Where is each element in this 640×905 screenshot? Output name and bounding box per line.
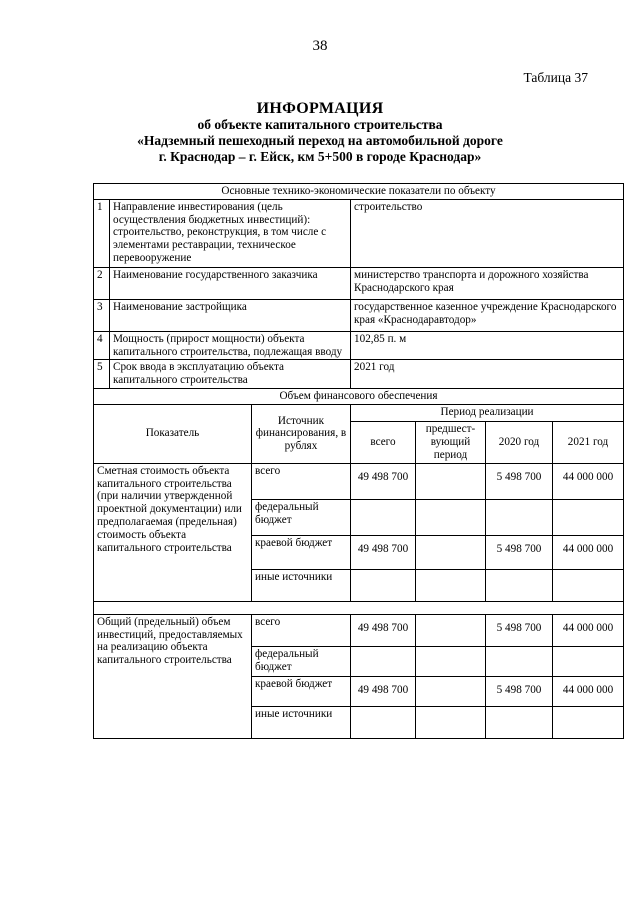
row-number: 2 bbox=[94, 267, 110, 299]
indicator-value: 102,85 п. м bbox=[351, 331, 624, 360]
source-cell: краевой бюджет bbox=[252, 535, 351, 569]
indicator-value: строительство bbox=[351, 199, 624, 267]
header-total: всего bbox=[351, 421, 416, 463]
y2020-cell: 5 498 700 bbox=[486, 535, 553, 569]
y2021-cell: 44 000 000 bbox=[553, 535, 624, 569]
prev-cell bbox=[416, 646, 486, 676]
object-info-table bbox=[93, 183, 624, 739]
y2020-cell: 5 498 700 bbox=[486, 463, 553, 499]
indicator-value: 2021 год bbox=[351, 360, 624, 389]
y2021-cell: 44 000 000 bbox=[553, 614, 624, 646]
y2021-cell bbox=[553, 499, 624, 535]
y2021-cell bbox=[553, 646, 624, 676]
y2021-cell bbox=[553, 706, 624, 738]
header-period: Период реализации bbox=[351, 404, 624, 421]
prev-cell bbox=[416, 499, 486, 535]
prev-cell bbox=[416, 706, 486, 738]
total-cell bbox=[351, 706, 416, 738]
indicator-row bbox=[94, 199, 624, 267]
page-number: 38 bbox=[312, 38, 328, 54]
header-source: Источник финансирования, в рублях bbox=[252, 404, 351, 463]
heading-line-1: об объекте капитального строительства bbox=[197, 117, 443, 132]
row-number: 3 bbox=[94, 299, 110, 331]
indicator-label: Мощность (прирост мощности) объекта капитального строительства, подлежащая вводу bbox=[110, 331, 351, 360]
y2020-cell bbox=[486, 569, 553, 601]
total-cell bbox=[351, 569, 416, 601]
indicator-row bbox=[94, 360, 624, 389]
prev-cell bbox=[416, 614, 486, 646]
source-cell: иные источники bbox=[252, 569, 351, 601]
heading-line-2: «Надземный пешеходный переход на автомобильной дороге bbox=[137, 133, 503, 148]
document-heading bbox=[0, 101, 640, 165]
y2020-cell: 5 498 700 bbox=[486, 676, 553, 706]
header-indicator: Показатель bbox=[94, 404, 252, 463]
section-header-row bbox=[94, 184, 624, 200]
source-cell: всего bbox=[252, 614, 351, 646]
indicator-row bbox=[94, 267, 624, 299]
source-cell: федеральный бюджет bbox=[252, 499, 351, 535]
y2021-cell: 44 000 000 bbox=[553, 463, 624, 499]
total-cell bbox=[351, 646, 416, 676]
indicator-row bbox=[94, 331, 624, 360]
total-cell: 49 498 700 bbox=[351, 676, 416, 706]
header-2020: 2020 год bbox=[486, 421, 553, 463]
fin-header-row bbox=[94, 404, 624, 421]
source-cell: федеральный бюджет bbox=[252, 646, 351, 676]
prev-cell bbox=[416, 463, 486, 499]
indicator-value: министерство транспорта и дорожного хозяйства Краснодарского края bbox=[351, 267, 624, 299]
group-label: Сметная стоимость объекта капитального строительства (при наличии утвержденной проектной документации) или предполагаемая (предельная) стоимость объекта капитального строительства bbox=[94, 463, 252, 601]
indicator-label: Наименование застройщика bbox=[110, 299, 351, 331]
source-cell: иные источники bbox=[252, 706, 351, 738]
row-number: 1 bbox=[94, 199, 110, 267]
indicator-value: государственное казенное учреждение Краснодарского края «Краснодаравтодор» bbox=[351, 299, 624, 331]
section-header-row bbox=[94, 388, 624, 404]
total-cell bbox=[351, 499, 416, 535]
y2020-cell bbox=[486, 706, 553, 738]
y2021-cell bbox=[553, 569, 624, 601]
indicator-label: Наименование государственного заказчика bbox=[110, 267, 351, 299]
y2020-cell bbox=[486, 499, 553, 535]
total-cell: 49 498 700 bbox=[351, 535, 416, 569]
indicator-row bbox=[94, 299, 624, 331]
y2020-cell bbox=[486, 646, 553, 676]
section-title: Основные технико-экономические показатели по объекту bbox=[94, 184, 624, 200]
y2021-cell: 44 000 000 bbox=[553, 676, 624, 706]
total-cell: 49 498 700 bbox=[351, 463, 416, 499]
source-cell: краевой бюджет bbox=[252, 676, 351, 706]
heading-line-3: г. Краснодар – г. Ейск, км 5+500 в городе Краснодар» bbox=[158, 149, 482, 164]
header-previous-period: предшест-вующий период bbox=[416, 421, 486, 463]
y2020-cell: 5 498 700 bbox=[486, 614, 553, 646]
table-label: Таблица 37 bbox=[523, 70, 588, 85]
indicator-label: Направление инвестирования (цель осуществления бюджетных инвестиций): строительство, реконструкция, в том числе с элементами реставрации, техническое перевооружение bbox=[110, 199, 351, 267]
row-number: 4 bbox=[94, 331, 110, 360]
prev-cell bbox=[416, 569, 486, 601]
section-title: Объем финансового обеспечения bbox=[94, 388, 624, 404]
indicator-label: Срок ввода в эксплуатацию объекта капитального строительства bbox=[110, 360, 351, 389]
row-number: 5 bbox=[94, 360, 110, 389]
prev-cell bbox=[416, 676, 486, 706]
fin-row bbox=[94, 614, 624, 646]
heading-title: ИНФОРМАЦИЯ bbox=[256, 100, 384, 117]
total-cell: 49 498 700 bbox=[351, 614, 416, 646]
fin-row bbox=[94, 463, 624, 499]
prev-cell bbox=[416, 535, 486, 569]
header-2021: 2021 год bbox=[553, 421, 624, 463]
source-cell: всего bbox=[252, 463, 351, 499]
group-separator bbox=[94, 601, 624, 614]
group-label: Общий (предельный) объем инвестиций, предоставляемых на реализацию объекта капитального строительства bbox=[94, 614, 252, 738]
